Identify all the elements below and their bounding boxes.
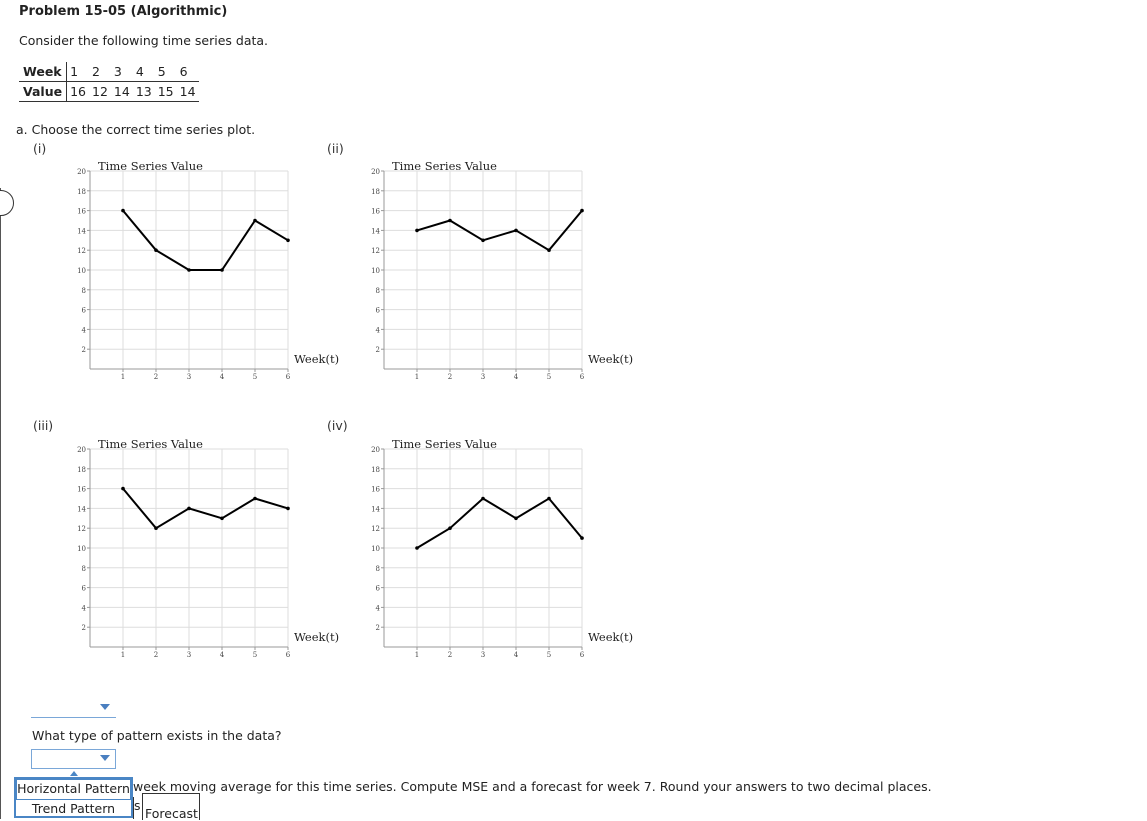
- data-point: [121, 487, 125, 491]
- time-series-chart-iii[interactable]: [70, 433, 340, 663]
- y-tick-label: 10: [77, 545, 86, 553]
- y-tick-label: 20: [371, 446, 380, 454]
- table-row-value: [19, 82, 199, 102]
- x-tick-label: 6: [579, 651, 585, 659]
- y-tick-label: 18: [371, 465, 380, 474]
- table-cell: 16: [67, 82, 89, 102]
- data-point: [253, 497, 257, 501]
- chart-title: Time Series Value: [98, 437, 203, 451]
- table-row-week: [19, 62, 199, 82]
- time-series-chart-i[interactable]: [70, 155, 340, 385]
- x-tick-label: 5: [546, 651, 552, 659]
- table-cell: 4: [133, 62, 155, 82]
- y-tick-label: 18: [77, 465, 86, 474]
- y-tick-label: 20: [77, 446, 86, 454]
- data-point: [415, 229, 419, 233]
- data-point: [187, 268, 191, 272]
- y-tick-label: 12: [371, 247, 380, 256]
- table-header: s: [134, 798, 141, 813]
- table-cell: 6: [177, 62, 199, 82]
- y-tick-label: 18: [371, 187, 380, 196]
- table-header-forecast: Forecast: [145, 806, 198, 821]
- x-tick-label: 4: [219, 651, 225, 659]
- chevron-down-icon[interactable]: [100, 704, 110, 710]
- y-tick-label: 4: [375, 604, 380, 613]
- y-tick-label: 16: [371, 207, 380, 216]
- x-tick-label: 4: [219, 373, 225, 381]
- x-tick-label: 3: [480, 651, 486, 659]
- x-tick-label: 1: [120, 373, 126, 381]
- x-tick-label: 2: [447, 651, 453, 659]
- y-tick-label: 2: [81, 346, 86, 355]
- plot-choice-dropdown[interactable]: [31, 717, 116, 718]
- y-tick-label: 6: [81, 306, 86, 315]
- table-cell: 14: [177, 82, 199, 102]
- data-point: [481, 239, 485, 243]
- y-tick-label: 6: [375, 584, 380, 593]
- x-tick-label: 4: [513, 373, 519, 381]
- x-tick-label: 4: [513, 651, 519, 659]
- y-tick-label: 20: [77, 168, 86, 176]
- option-label-ii: (ii): [327, 141, 344, 156]
- problem-title: Problem 15-05 (Algorithmic): [19, 4, 228, 19]
- chart-title: Time Series Value: [98, 159, 203, 173]
- data-point: [154, 248, 158, 252]
- table-cell: 1: [67, 62, 89, 82]
- y-tick-label: 6: [81, 584, 86, 593]
- x-tick-label: 6: [285, 373, 291, 381]
- option-label-iv: (iv): [327, 418, 348, 433]
- data-point: [154, 526, 158, 530]
- data-point: [286, 507, 290, 511]
- data-point: [187, 507, 191, 511]
- y-tick-label: 12: [77, 247, 86, 256]
- y-tick-label: 8: [375, 564, 380, 573]
- x-tick-label: 5: [252, 373, 258, 381]
- x-axis-label: Week(t): [294, 352, 340, 366]
- x-axis-label: Week(t): [588, 352, 634, 366]
- x-tick-label: 5: [546, 373, 552, 381]
- x-tick-label: 3: [480, 373, 486, 381]
- y-tick-label: 16: [371, 485, 380, 494]
- series-line: [417, 499, 582, 549]
- question-b: week moving average for this time series. Compute MSE and a forecast for week 7. Round your answers to two decimal places.: [133, 779, 932, 794]
- y-tick-label: 8: [81, 286, 86, 295]
- chevron-down-icon[interactable]: [100, 755, 110, 761]
- x-tick-label: 1: [414, 373, 420, 381]
- y-tick-label: 20: [371, 168, 380, 176]
- data-point: [580, 209, 584, 213]
- x-tick-label: 2: [447, 373, 453, 381]
- data-point: [547, 497, 551, 501]
- y-tick-label: 16: [77, 485, 86, 494]
- table-cell: 13: [133, 82, 155, 102]
- y-tick-label: 14: [371, 505, 380, 514]
- y-tick-label: 10: [77, 267, 86, 275]
- y-tick-label: 10: [371, 545, 380, 553]
- data-point: [514, 517, 518, 521]
- table-header-value: Value: [19, 82, 67, 102]
- x-tick-label: 2: [153, 651, 159, 659]
- y-tick-label: 16: [77, 207, 86, 216]
- x-tick-label: 6: [579, 373, 585, 381]
- table-cell: 14: [111, 82, 133, 102]
- x-tick-label: 3: [186, 373, 192, 381]
- y-tick-label: 18: [77, 187, 86, 196]
- table-cell: 2: [89, 62, 111, 82]
- x-tick-label: 5: [252, 651, 258, 659]
- panel-left-border: [0, 188, 1, 819]
- data-point: [481, 497, 485, 501]
- data-point: [220, 268, 224, 272]
- data-point: [448, 219, 452, 223]
- y-tick-label: 4: [375, 326, 380, 335]
- table-cell: 12: [89, 82, 111, 102]
- x-axis-label: Week(t): [588, 630, 634, 644]
- x-tick-label: 3: [186, 651, 192, 659]
- data-point: [220, 517, 224, 521]
- option-label-iii: (iii): [33, 418, 54, 433]
- table-cell: 3: [111, 62, 133, 82]
- y-tick-label: 2: [81, 624, 86, 633]
- y-tick-label: 10: [371, 267, 380, 275]
- y-tick-label: 12: [371, 525, 380, 534]
- y-tick-label: 4: [81, 604, 86, 613]
- y-tick-label: 6: [375, 306, 380, 315]
- y-tick-label: 2: [375, 346, 380, 355]
- data-point: [448, 526, 452, 530]
- y-tick-label: 12: [77, 525, 86, 534]
- option-label-i: (i): [33, 141, 47, 156]
- table-cell: 5: [155, 62, 177, 82]
- y-tick-label: 2: [375, 624, 380, 633]
- question-a: a. Choose the correct time series plot.: [16, 122, 256, 137]
- y-tick-label: 14: [371, 227, 380, 236]
- pattern-options-list[interactable]: [14, 777, 133, 818]
- x-tick-label: 1: [414, 651, 420, 659]
- chart-title: Time Series Value: [392, 437, 497, 451]
- data-point: [547, 248, 551, 252]
- y-tick-label: 14: [77, 227, 86, 236]
- caret-up-icon: [70, 771, 78, 776]
- option-trend-pattern[interactable]: Trend Pattern: [31, 801, 116, 816]
- data-point: [580, 536, 584, 540]
- x-axis-label: Week(t): [294, 630, 340, 644]
- y-tick-label: 14: [77, 505, 86, 514]
- time-series-chart-iv[interactable]: [364, 433, 634, 663]
- data-point: [286, 239, 290, 243]
- time-series-table: [19, 62, 199, 102]
- option-horizontal-pattern[interactable]: Horizontal Pattern: [16, 779, 131, 800]
- time-series-chart-ii[interactable]: [364, 155, 634, 385]
- table-cell: 15: [155, 82, 177, 102]
- collapse-panel-button[interactable]: [0, 190, 14, 216]
- data-point: [121, 209, 125, 213]
- y-tick-label: 8: [375, 286, 380, 295]
- table-header-week: Week: [19, 62, 67, 82]
- data-point: [514, 229, 518, 233]
- chart-title: Time Series Value: [392, 159, 497, 173]
- problem-intro: Consider the following time series data.: [19, 33, 269, 48]
- x-tick-label: 1: [120, 651, 126, 659]
- x-tick-label: 2: [153, 373, 159, 381]
- y-tick-label: 4: [81, 326, 86, 335]
- pattern-type-select[interactable]: [31, 749, 116, 769]
- series-line: [123, 211, 288, 270]
- x-tick-label: 6: [285, 651, 291, 659]
- question-pattern: What type of pattern exists in the data?: [32, 728, 282, 743]
- y-tick-label: 8: [81, 564, 86, 573]
- data-point: [253, 219, 257, 223]
- data-point: [415, 546, 419, 550]
